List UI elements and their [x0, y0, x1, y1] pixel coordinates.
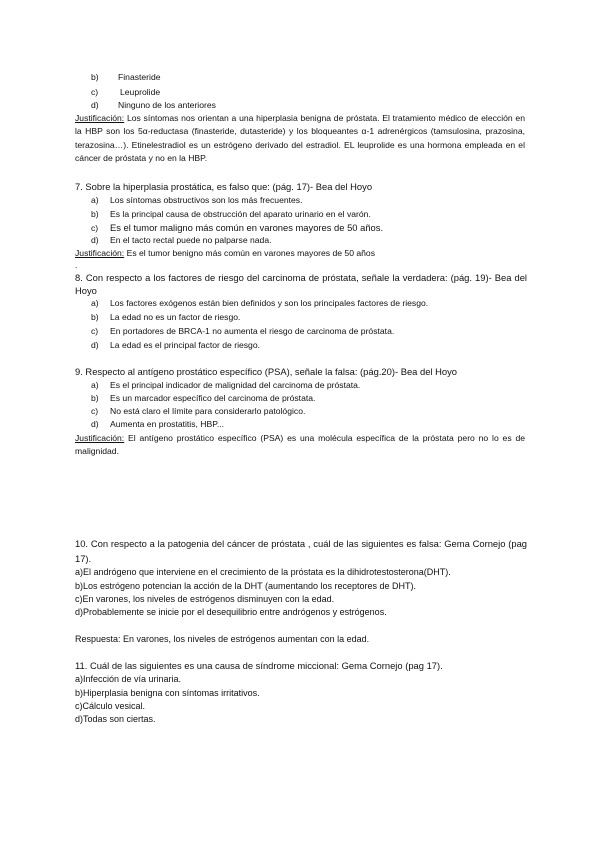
list-item [91, 87, 160, 98]
list-item: a)Infección de vía urinaria. [75, 674, 182, 684]
list-item [91, 380, 360, 391]
list-item [91, 406, 305, 417]
question-title: 7. Sobre la hiperplasia prostática, es falso que: (pág. 17)- Bea del Hoyo [75, 181, 373, 192]
option-label: d) [91, 235, 99, 245]
justification-text: Es el tumor benigno más común en varones mayores de 50 años [124, 248, 375, 258]
option-label: c) [91, 326, 99, 336]
list-item [91, 72, 161, 83]
option-text: Finasteride [118, 72, 161, 82]
option-text: Es un marcador específico del carcinoma de próstata. [110, 393, 316, 403]
answer-text: Respuesta: En varones, los niveles de estrógenos aumentan con la edad. [75, 634, 370, 644]
list-item [91, 312, 240, 323]
option-label: d) [91, 419, 99, 429]
option-text: Ninguno de los anteriores [118, 100, 216, 110]
option-text: La edad es el principal factor de riesgo. [110, 340, 261, 350]
option-text: Los factores exógenos están bien definidos y son los principales factores de riesgo. [110, 298, 429, 308]
option-label: b) [91, 72, 99, 82]
option-label: b) [91, 209, 99, 219]
justification-text: El antígeno prostático específico (PSA) es una molécula específica de la próstata pero no lo es de malignidad. [75, 433, 525, 457]
option-text: Los síntomas obstructivos son los más frecuentes. [110, 195, 303, 205]
justification-label: Justificación: [75, 433, 125, 443]
list-item [91, 235, 272, 246]
list-item: d)Probablemente se inicie por el desequilibrio entre andrógenos y estrógenos. [75, 607, 387, 617]
list-item [91, 340, 260, 351]
list-item [91, 100, 216, 111]
list-item: b)Los estrógeno potencian la acción de la DHT (aumentando los receptores de DHT). [75, 581, 417, 591]
option-text: No está claro el límite para considerarlo patológico. [110, 406, 306, 416]
option-text: Es la principal causa de obstrucción del aparato urinario en el varón. [110, 209, 371, 219]
list-item [91, 298, 428, 309]
justification-paragraph [75, 112, 525, 166]
justification-text: Los síntomas nos orientan a una hiperplasia benigna de próstata. El tratamiento médico de elección en la HBP son los 5α-reductasa (finasteride, dutasteride) y los bloqueantes α-1 adrenérgicos (tamsulosina, prazosina, terazosina…). Etinelestradiol es un estrógeno derivado del estradiol. EL leuprolide es una hormona empleada en el cáncer de próstata y no en la HBP. [75, 113, 525, 164]
justification-line [75, 248, 375, 259]
question-title: 10. Con respecto a la patogenia del cáncer de próstata , cuál de las siguientes es falsa: Gema Cornejo (pag 17). [75, 538, 527, 564]
option-text: Leuprolide [120, 87, 161, 97]
option-text: Es el tumor maligno más común en varones mayores de 50 años. [110, 222, 384, 233]
list-item: d)Todas son ciertas. [75, 714, 156, 724]
option-label: c) [91, 406, 99, 416]
option-label: a) [91, 298, 99, 308]
justification-label: Justificación: [75, 113, 125, 123]
list-item [91, 222, 383, 234]
list-item: c)Cálculo vesical. [75, 701, 146, 711]
option-label: b) [91, 393, 99, 403]
option-label: a) [91, 195, 99, 205]
list-item [91, 326, 394, 337]
option-label: d) [91, 340, 99, 350]
list-item: c)En varones, los niveles de estrógenos disminuyen con la edad. [75, 594, 335, 604]
option-label: a) [91, 380, 99, 390]
option-label: b) [91, 312, 99, 322]
list-item [91, 209, 371, 220]
justification-paragraph [75, 432, 525, 459]
list-item: b)Hiperplasia benigna con síntomas irritativos. [75, 688, 260, 698]
option-text: En portadores de BRCA-1 no aumenta el riesgo de carcinoma de próstata. [110, 326, 395, 336]
list-item [91, 393, 315, 404]
option-label: c) [91, 223, 99, 233]
list-item: a)El andrógeno que interviene en el crecimiento de la próstata es la dihidrotestosterona(DHT). [75, 567, 451, 577]
option-label: d) [91, 100, 99, 110]
option-text: La edad no es un factor de riesgo. [110, 312, 241, 322]
option-text: Es el principal indicador de malignidad del carcinoma de próstata. [110, 380, 361, 390]
option-text: En el tacto rectal puede no palparse nada. [110, 235, 272, 245]
list-item [91, 419, 224, 430]
justification-label: Justificación: [75, 248, 125, 258]
stray-dot: . [75, 260, 78, 270]
question-title: 11. Cuál de las siguientes es una causa de síndrome miccional: Gema Cornejo (pag 17). [75, 660, 443, 671]
question-title: 9. Respecto al antígeno prostático específico (PSA), señale la falsa: (pág.20)- Bea del Hoyo [75, 366, 457, 377]
list-item [91, 195, 303, 206]
option-label: c) [91, 87, 99, 97]
question-title: 8. Con respecto a los factores de riesgo del carcinoma de próstata, señale la verdadera: (pág. 19)- Bea del Hoyo [75, 272, 527, 297]
option-text: Aumenta en prostatitis, HBP... [110, 419, 225, 429]
